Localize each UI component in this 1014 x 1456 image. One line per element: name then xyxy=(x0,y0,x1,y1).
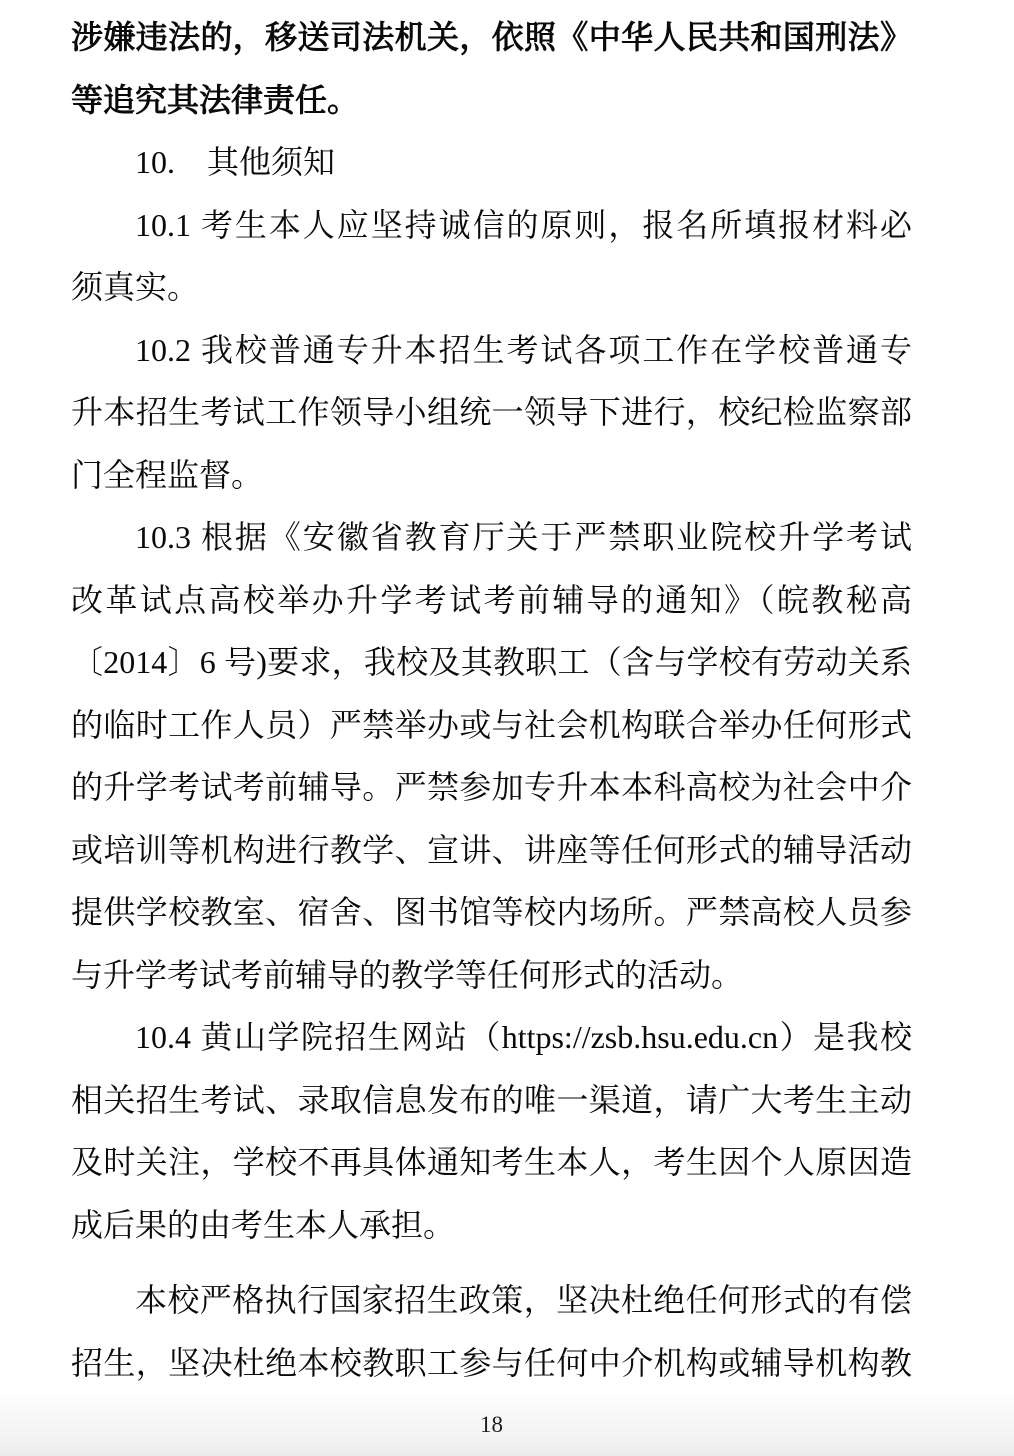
text-line: 改革试点高校举办升学考试考前辅导的通知》（皖教秘高 xyxy=(71,581,912,618)
text-line: 10.3 根据《安徽省教育厅关于严禁职业院校升学考试 xyxy=(135,519,912,555)
section-heading-line: 10. 其他须知 xyxy=(135,144,336,180)
text-line: 的升学考试考前辅导。严禁参加专升本本科高校为社会中介 xyxy=(71,769,912,805)
text-line: 等追究其法律责任。 xyxy=(71,81,360,118)
text-line: 升本招生考试工作领导小组统一领导下进行，校纪检监察部 xyxy=(71,394,912,430)
text-line: 或培训等机构进行教学、宣讲、讲座等任何形式的辅导活动 xyxy=(71,831,912,868)
paragraph-penalty xyxy=(71,6,912,131)
text-line: 相关招生考试、录取信息发布的唯一渠道，请广大考生主动 xyxy=(71,1081,912,1118)
text-line: 须真实。 xyxy=(71,269,200,305)
paragraph-section-10-heading xyxy=(71,131,912,194)
paragraph-10-4 xyxy=(71,1006,912,1256)
text-line: 成后果的由考生本人承担。 xyxy=(71,1206,456,1243)
text-line: 提供学校教室、宿舍、图书馆等校内场所。严禁高校人员参 xyxy=(71,894,912,930)
text-line: 招生，坚决杜绝本校教职工参与任何中介机构或辅导机构教 xyxy=(71,1344,912,1381)
document-page xyxy=(71,6,912,1394)
paragraph-10-1 xyxy=(71,194,912,319)
paragraph-10-3 xyxy=(71,506,912,1006)
paragraph-policy xyxy=(71,1269,912,1394)
text-line: 10.1 考生本人应坚持诚信的原则，报名所填报材料必 xyxy=(135,206,912,243)
page-footer-gradient xyxy=(0,1388,1014,1456)
text-line: 与升学考试考前辅导的教学等任何形式的活动。 xyxy=(71,956,744,993)
text-line-with-url: 10.4 黄山学院招生网站（https://zsb.hsu.edu.cn）是我校 xyxy=(135,1019,912,1055)
text-line: 本校严格执行国家招生政策，坚决杜绝任何形式的有偿 xyxy=(135,1282,912,1318)
text-line: 的临时工作人员）严禁举办或与社会机构联合举办任何形式 xyxy=(71,706,912,743)
text-line: 及时关注，学校不再具体通知考生本人，考生因个人原因造 xyxy=(71,1144,912,1180)
page-number: 18 xyxy=(480,1412,503,1437)
paragraph-10-2 xyxy=(71,319,912,507)
text-line: 涉嫌违法的，移送司法机关，依照《中华人民共和国刑法》 xyxy=(71,19,912,55)
text-line: 〔2014〕6 号)要求，我校及其教职工（含与学校有劳动关系 xyxy=(71,644,912,680)
text-line: 门全程监督。 xyxy=(71,456,264,493)
text-line: 10.2 我校普通专升本招生考试各项工作在学校普通专 xyxy=(135,331,912,368)
